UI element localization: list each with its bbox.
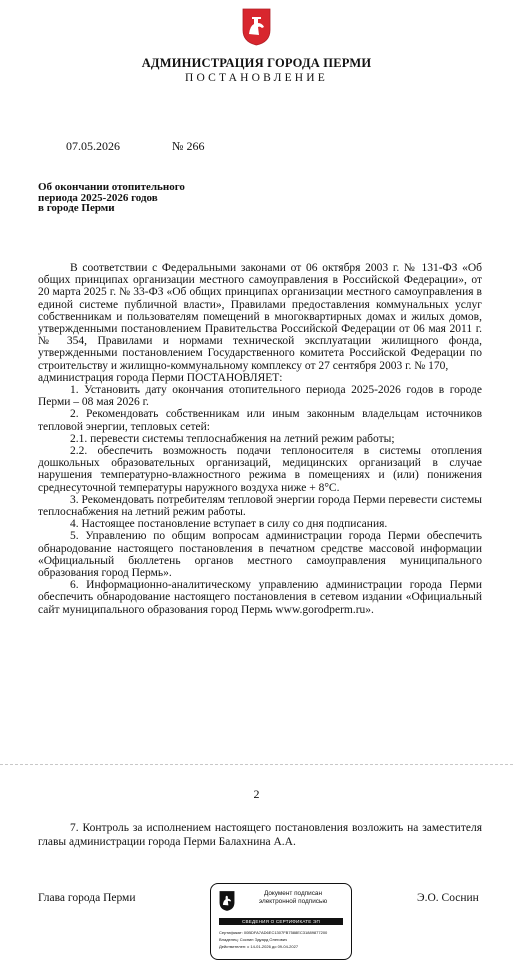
signatory-name: Э.О. Соснин <box>417 892 479 904</box>
document-body <box>38 262 482 616</box>
coat-of-arms-icon <box>242 8 271 46</box>
subject-line: Об окончании отопительного <box>38 181 185 193</box>
clause-3: 3. Рекомендовать потребителям тепловой энергии города Перми перевести системы теплоснабжения на летний режим работы. <box>38 493 482 519</box>
certificate-validity: Действителен: с 14-01-2026 до 09-04-2027 <box>219 944 299 949</box>
clause-5: 5. Управлению по общим вопросам администрации города Перми обеспечить обнародование настоящего постановления в печатном средстве массовой информации «Официальный бюллетень органов местного самоуправления муниципального образования город Пермь». <box>38 530 482 580</box>
certificate-owner: Владелец: Соснин Эдуард Олегович <box>219 937 288 942</box>
stamp-title-line: Документ подписан <box>263 890 323 897</box>
certificate-number: Сертификат: 00BDFA7AD6EC1307FB7588EC31889877200 <box>219 930 328 935</box>
clause-2-2: 2.2. обеспечить возможность подачи теплоносителя в системы отопления дошкольных образовательных организаций, медицинских организаций в случае нарушения температурно-влажностного режима в помещениях и (или) понижения среднесуточной температуры наружного воздуха ниже + 8°С. <box>38 445 482 494</box>
document-type: ПОСТАНОВЛЕНИЕ <box>184 72 329 84</box>
preamble-paragraph: В соответствии с Федеральными законами от 06 октября 2003 г. № 131-ФЗ «Об общих принципах организации местного самоуправления в Российской Федерации», от 20 марта 2025 г. № 33-ФЗ «Об общих принципах организации местного самоуправления в единой системе публичной власти», Правилами предоставления коммунальных услуг собственникам и пользователям помещений в многоквартирных домах и жилых домов, утвержденными постановлением Правительства Российской Федерации от 06 мая 2011 г. № 354, Правилами и нормами технической эксплуатации жилищного фонда, утвержденными постановлением Государственного комитета Российской Федерации по строительству и жилищно-коммунальному комплексу от 27 сентября 2003 г. № 170, <box>38 262 482 372</box>
page-number: 2 <box>253 787 260 801</box>
resolution-statement: администрация города Перми ПОСТАНОВЛЯЕТ: <box>38 371 283 384</box>
document-number: № 266 <box>172 139 205 153</box>
stamp-coat-of-arms-icon <box>219 890 235 912</box>
page-2-body <box>38 822 482 849</box>
clause-2: 2. Рекомендовать собственникам или иным законным владельцам источников тепловой энергии, тепловых сетей: <box>38 408 482 433</box>
subject-line: периода 2025-2026 годов <box>38 191 158 204</box>
electronic-signature-stamp <box>210 883 352 960</box>
document-subject <box>38 182 238 214</box>
stamp-title <box>239 890 347 905</box>
organization-title: АДМИНИСТРАЦИЯ ГОРОДА ПЕРМИ <box>141 56 372 70</box>
document-date: 07.05.2026 <box>66 139 120 153</box>
page-separator <box>0 764 513 771</box>
certificate-header: СВЕДЕНИЯ О СЕРТИФИКАТЕ ЭП <box>219 918 343 925</box>
signatory-position: Глава города Перми <box>38 892 136 904</box>
clause-4: 4. Настоящее постановление вступает в силу со дня подписания. <box>70 518 388 531</box>
stamp-title-line: электронной подписью <box>258 897 328 905</box>
clause-6: 6. Информационно-аналитическому управлению администрации города Перми обеспечить обнародование настоящего постановления в сетевом издании «Официальный сайт муниципального образования город Пермь www.gorodperm.ru». <box>38 579 482 616</box>
clause-7: 7. Контроль за исполнением настоящего постановления возложить на заместителя главы администрации города Перми Балахнина А.А. <box>38 822 482 848</box>
clause-2-1: 2.1. перевести системы теплоснабжения на летний режим работы; <box>70 432 395 445</box>
subject-line: в городе Перми <box>38 202 115 214</box>
clause-1: 1. Установить дату окончания отопительного периода 2025-2026 годов в городе Перми – 08 мая 2026 г. <box>38 384 482 409</box>
